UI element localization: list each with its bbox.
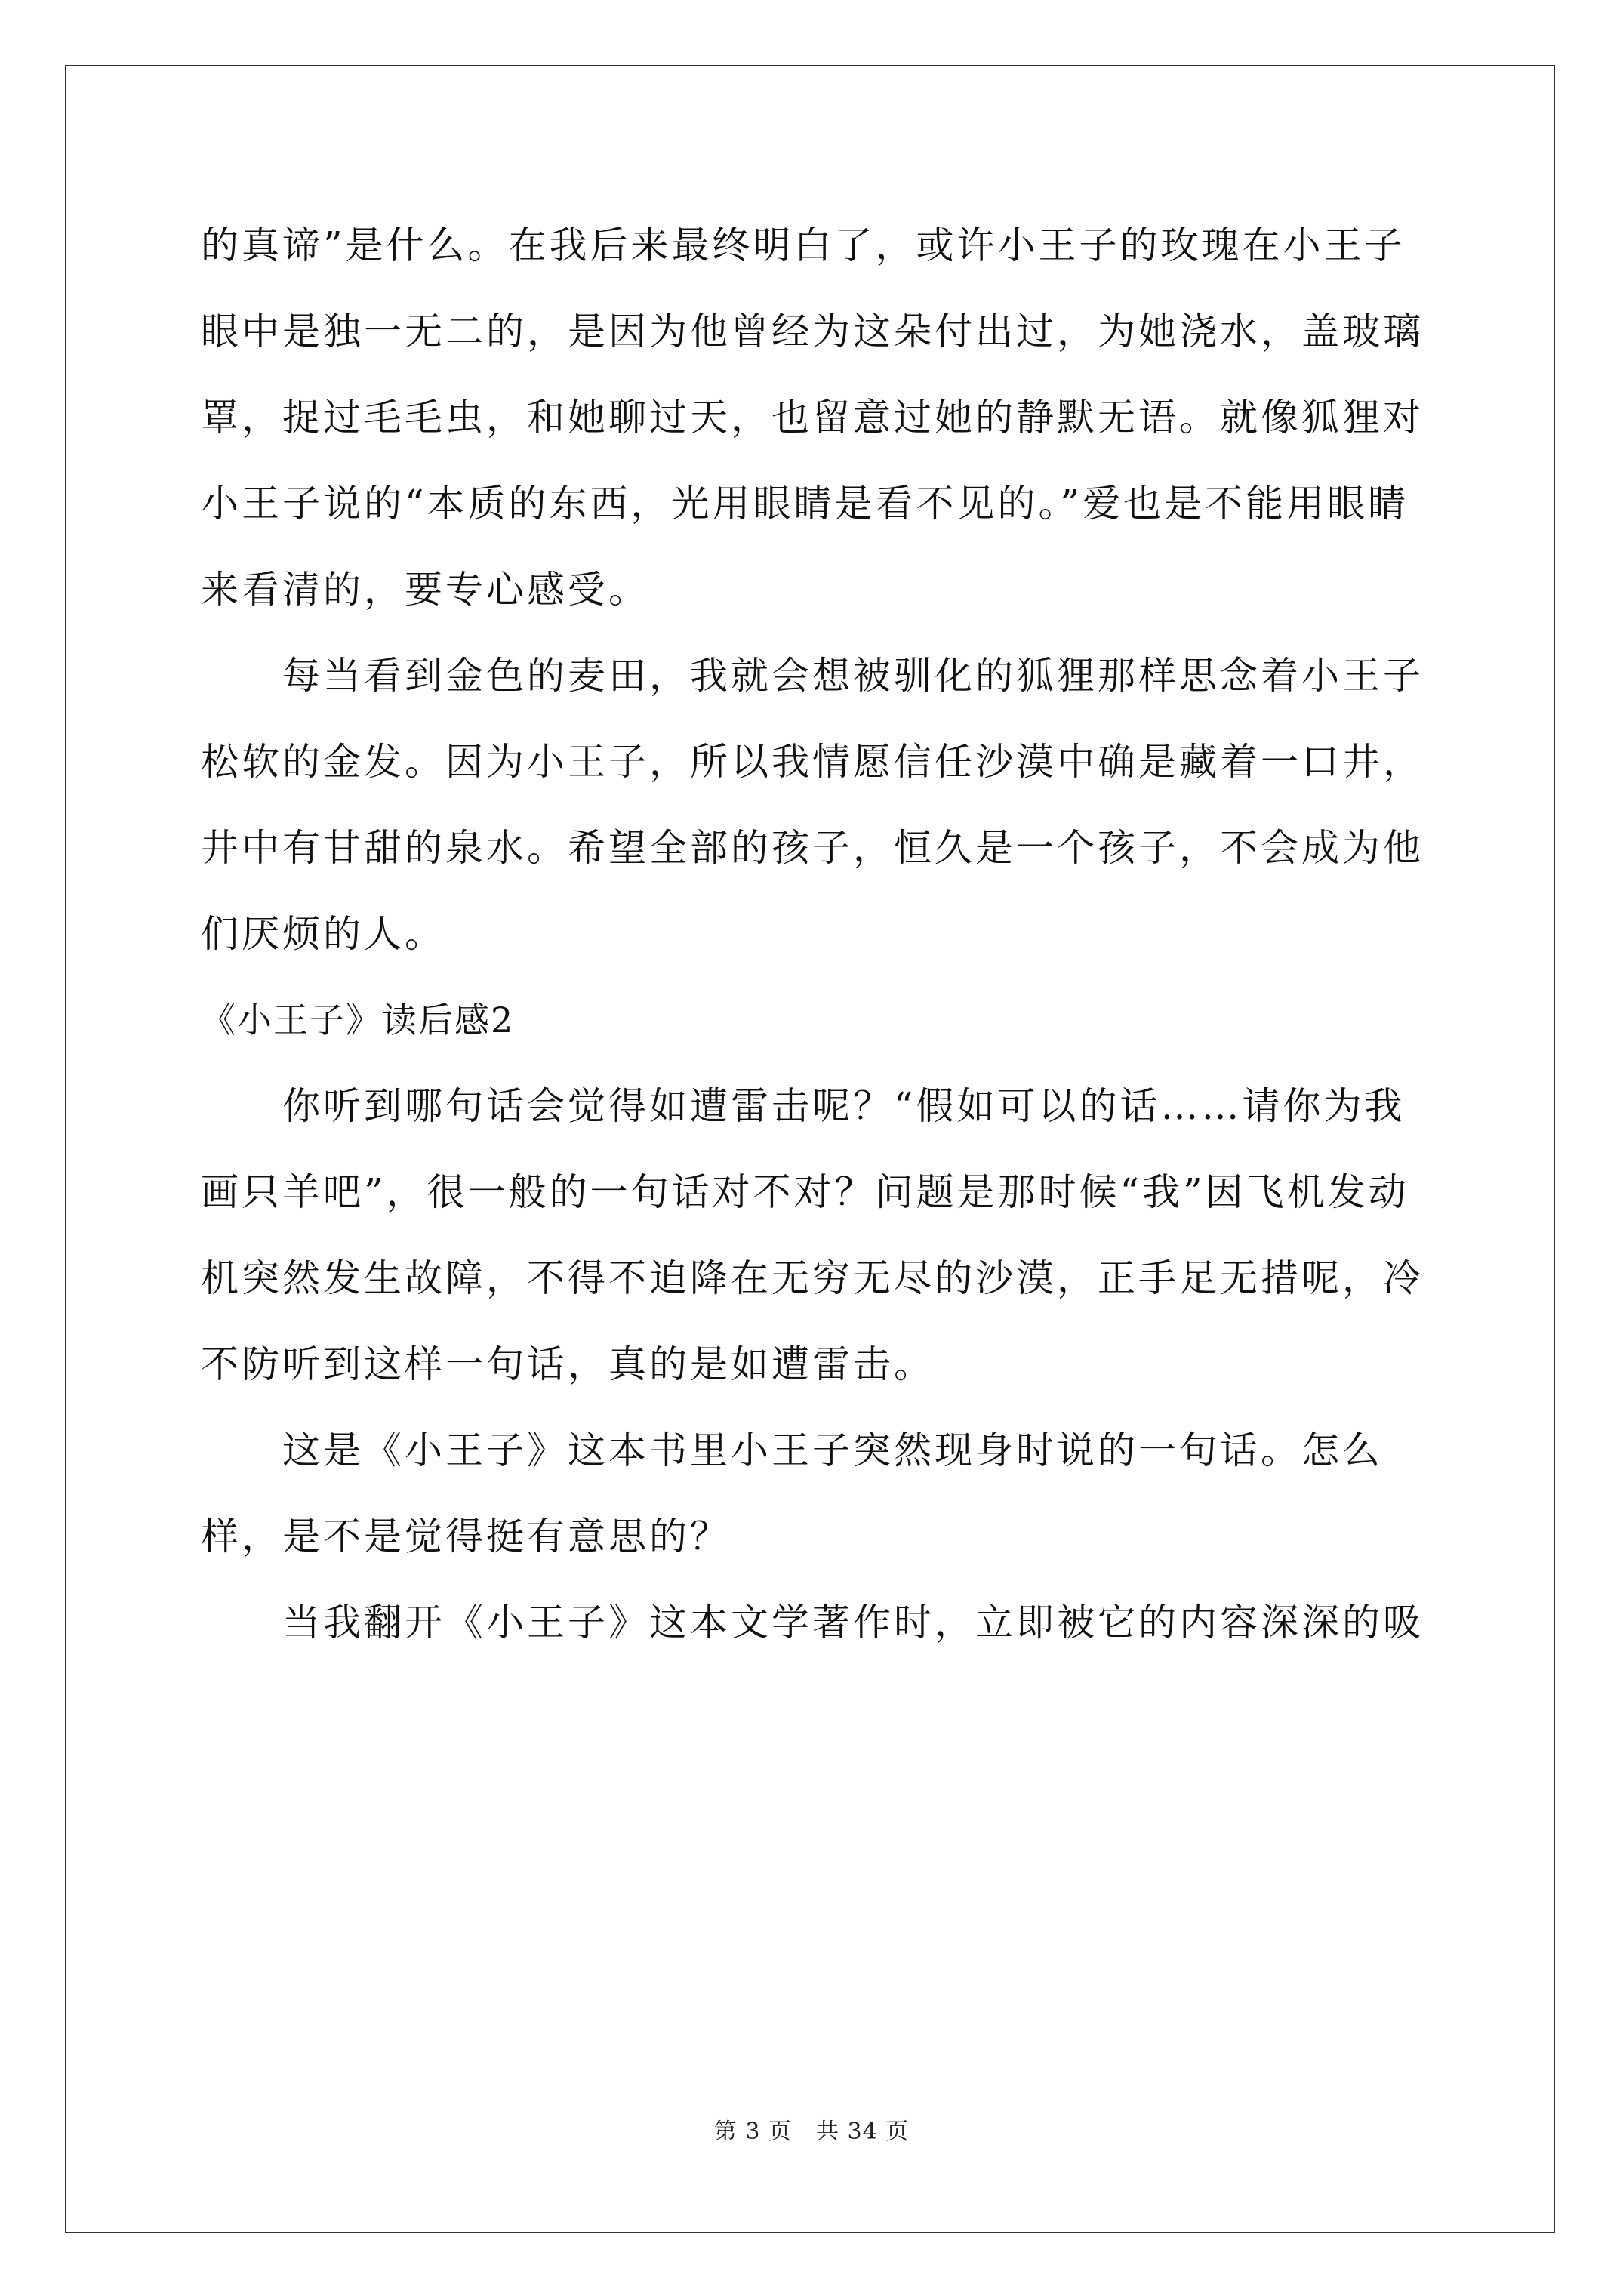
paragraph: 你听到哪句话会觉得如遭雷击呢？“假如可以的话……请你为我画只羊吧”，很一般的一句话对不对？问题是那时候“我”因飞机发动机突然发生故障，不得不迫降在无穷无尽的沙漠，正手足无措呢，冷不防听到这样一句话，真的是如遭雷击。 — [201, 1084, 1424, 1386]
paragraph: 当我翻开《小王子》这本文学著作时，立即被它的内容深深的吸 — [282, 1601, 1424, 1644]
page-number: 第 3 页 — [713, 2119, 792, 2145]
document-body — [201, 202, 1439, 1666]
page-footer — [0, 2113, 1623, 2146]
page-total: 共 34 页 — [815, 2119, 910, 2145]
paragraph-continuation: 的真谛”是什么。在我后来最终明白了，或许小王子的玫瑰在小王子眼中是独一无二的，是因为他曾经为这朵付出过，为她浇水，盖玻璃罩，捉过毛毛虫，和她聊过天，也留意过她的静默无语。就像狐狸对小王子说的“本质的东西，光用眼睛是看不见的。”爱也是不能用眼睛来看清的，要专心感受。 — [201, 223, 1424, 612]
paragraph: 每当看到金色的麦田，我就会想被驯化的狐狸那样思念着小王子松软的金发。因为小王子，所以我情愿信任沙漠中确是藏着一口井，井中有甘甜的泉水。希望全部的孩子，恒久是一个孩子，不会成为他们厌烦的人。 — [201, 654, 1424, 956]
section-heading: 《小王子》读后感2 — [201, 1000, 515, 1040]
paragraph: 这是《小王子》这本书里小王子突然现身时说的一句话。怎么样，是不是觉得挺有意思的？ — [201, 1428, 1383, 1558]
